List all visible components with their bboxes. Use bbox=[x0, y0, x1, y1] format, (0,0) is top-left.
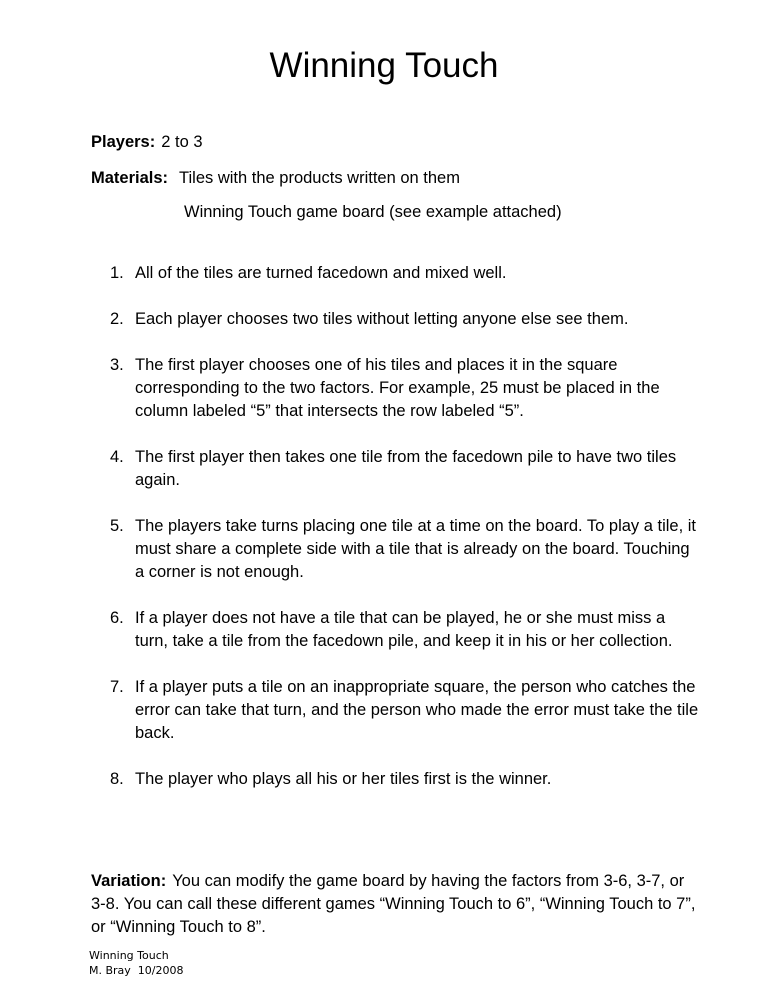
rules-list bbox=[110, 262, 700, 814]
list-item-text: Each player chooses two tiles without letting anyone else see them. bbox=[135, 310, 629, 328]
footer bbox=[89, 948, 184, 978]
variation-label: Variation: bbox=[91, 872, 167, 890]
page-title: Winning Touch bbox=[269, 46, 499, 85]
materials-label: Materials: bbox=[91, 169, 169, 187]
materials-item-1: Tiles with the products written on them bbox=[179, 169, 460, 187]
variation-paragraph bbox=[91, 870, 701, 939]
list-item-text: The first player then takes one tile from the facedown pile to have two tiles again. bbox=[135, 448, 677, 489]
list-item-number: 2. bbox=[110, 310, 124, 328]
list-item-number: 7. bbox=[110, 678, 124, 696]
variation-text: You can modify the game board by having the factors from 3-6, 3-7, or 3-8. You can call these different games “Winning Touch to 6”, “Winning Touch to 7”, or “Winning Touch to 8”. bbox=[91, 872, 696, 936]
players-label: Players: bbox=[91, 133, 156, 151]
list-item bbox=[110, 607, 700, 653]
list-item bbox=[110, 768, 700, 791]
list-item bbox=[110, 515, 700, 584]
footer-author-date: M. Bray 10/2008 bbox=[89, 964, 184, 977]
materials-line bbox=[91, 167, 460, 189]
list-item bbox=[110, 262, 700, 285]
list-item-number: 1. bbox=[110, 264, 124, 282]
list-item bbox=[110, 308, 700, 331]
list-item-text: If a player does not have a tile that can be played, he or she must miss a turn, take a tile from the facedown pile, and keep it in his or her collection. bbox=[135, 609, 673, 650]
list-item bbox=[110, 354, 700, 423]
list-item-text: All of the tiles are turned facedown and mixed well. bbox=[135, 264, 507, 282]
list-item bbox=[110, 446, 700, 492]
list-item-text: The player who plays all his or her tiles first is the winner. bbox=[135, 770, 552, 788]
list-item-number: 3. bbox=[110, 356, 124, 374]
list-item-text: If a player puts a tile on an inappropriate square, the person who catches the error can take that turn, and the person who made the error must take the tile back. bbox=[135, 678, 699, 742]
list-item-number: 8. bbox=[110, 770, 124, 788]
list-item-number: 4. bbox=[110, 448, 124, 466]
players-line bbox=[91, 131, 203, 153]
list-item-number: 5. bbox=[110, 517, 124, 535]
list-item-text: The first player chooses one of his tiles and places it in the square corresponding to the two factors. For example, 25 must be placed in the column labeled “5” that intersects the row labeled “5”. bbox=[135, 356, 660, 420]
footer-title: Winning Touch bbox=[89, 949, 169, 962]
materials-item-2: Winning Touch game board (see example attached) bbox=[184, 203, 562, 221]
list-item-text: The players take turns placing one tile at a time on the board. To play a tile, it must share a complete side with a tile that is already on the board. Touching a corner is not enough. bbox=[135, 517, 697, 581]
list-item bbox=[110, 676, 700, 745]
list-item-number: 6. bbox=[110, 609, 124, 627]
players-value: 2 to 3 bbox=[161, 133, 203, 151]
